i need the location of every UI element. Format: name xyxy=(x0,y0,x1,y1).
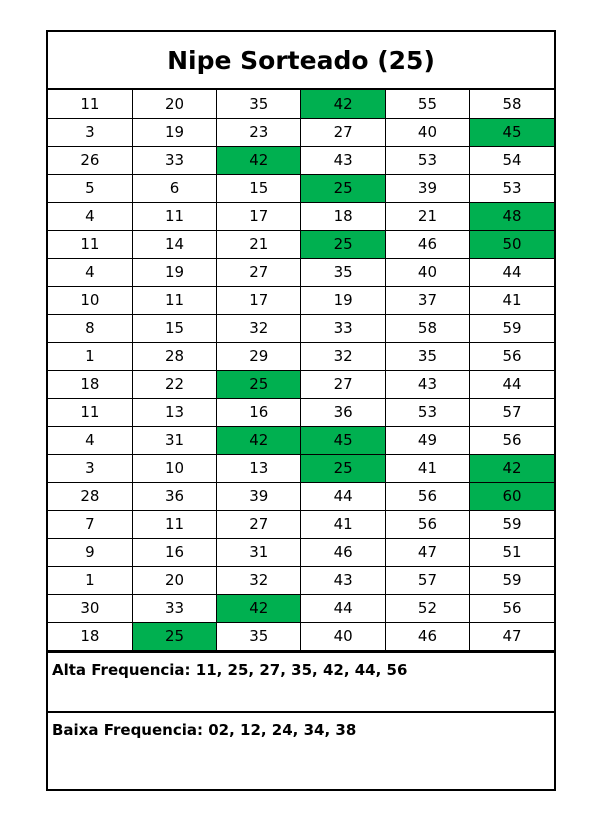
number-cell: 44 xyxy=(301,482,385,510)
number-cell: 57 xyxy=(470,398,554,426)
number-cell: 8 xyxy=(48,314,132,342)
table-row xyxy=(48,454,554,482)
number-cell: 53 xyxy=(470,174,554,202)
number-cell: 27 xyxy=(301,370,385,398)
highlighted-number-cell: 50 xyxy=(470,230,554,258)
number-cell: 1 xyxy=(48,342,132,370)
number-cell: 11 xyxy=(132,286,216,314)
number-cell: 20 xyxy=(132,566,216,594)
table-row xyxy=(48,146,554,174)
number-cell: 35 xyxy=(217,622,301,650)
number-cell: 46 xyxy=(385,622,469,650)
numbers-table-body xyxy=(48,90,554,650)
highlighted-number-cell: 60 xyxy=(470,482,554,510)
number-cell: 46 xyxy=(301,538,385,566)
highlighted-number-cell: 45 xyxy=(470,118,554,146)
number-cell: 10 xyxy=(132,454,216,482)
number-cell: 23 xyxy=(217,118,301,146)
number-cell: 11 xyxy=(48,90,132,118)
number-cell: 17 xyxy=(217,202,301,230)
number-cell: 43 xyxy=(301,146,385,174)
number-cell: 56 xyxy=(385,510,469,538)
table-row xyxy=(48,510,554,538)
highlighted-number-cell: 42 xyxy=(470,454,554,482)
number-cell: 32 xyxy=(217,314,301,342)
number-cell: 19 xyxy=(301,286,385,314)
number-cell: 44 xyxy=(301,594,385,622)
number-cell: 35 xyxy=(385,342,469,370)
number-cell: 15 xyxy=(217,174,301,202)
number-cell: 13 xyxy=(217,454,301,482)
number-cell: 51 xyxy=(470,538,554,566)
number-cell: 19 xyxy=(132,118,216,146)
highlighted-number-cell: 25 xyxy=(132,622,216,650)
number-cell: 32 xyxy=(217,566,301,594)
number-cell: 21 xyxy=(385,202,469,230)
number-cell: 52 xyxy=(385,594,469,622)
table-row xyxy=(48,258,554,286)
number-cell: 47 xyxy=(470,622,554,650)
table-row xyxy=(48,594,554,622)
number-cell: 44 xyxy=(470,258,554,286)
table-row xyxy=(48,230,554,258)
number-cell: 58 xyxy=(385,314,469,342)
number-cell: 41 xyxy=(301,510,385,538)
number-cell: 44 xyxy=(470,370,554,398)
table-row xyxy=(48,342,554,370)
number-cell: 40 xyxy=(385,118,469,146)
number-cell: 56 xyxy=(385,482,469,510)
number-cell: 56 xyxy=(470,342,554,370)
table-row xyxy=(48,426,554,454)
number-cell: 43 xyxy=(385,370,469,398)
highlighted-number-cell: 25 xyxy=(301,454,385,482)
highlighted-number-cell: 48 xyxy=(470,202,554,230)
number-cell: 16 xyxy=(217,398,301,426)
number-cell: 3 xyxy=(48,118,132,146)
number-cell: 36 xyxy=(301,398,385,426)
table-row xyxy=(48,90,554,118)
number-cell: 14 xyxy=(132,230,216,258)
number-cell: 28 xyxy=(48,482,132,510)
table-row xyxy=(48,566,554,594)
number-cell: 19 xyxy=(132,258,216,286)
number-cell: 22 xyxy=(132,370,216,398)
number-cell: 36 xyxy=(132,482,216,510)
number-cell: 35 xyxy=(217,90,301,118)
number-cell: 43 xyxy=(301,566,385,594)
number-cell: 40 xyxy=(385,258,469,286)
highlighted-number-cell: 42 xyxy=(217,594,301,622)
number-cell: 40 xyxy=(301,622,385,650)
number-cell: 4 xyxy=(48,202,132,230)
table-row xyxy=(48,118,554,146)
number-cell: 16 xyxy=(132,538,216,566)
number-cell: 10 xyxy=(48,286,132,314)
number-cell: 3 xyxy=(48,454,132,482)
number-cell: 1 xyxy=(48,566,132,594)
number-cell: 27 xyxy=(217,258,301,286)
number-cell: 18 xyxy=(48,370,132,398)
table-row xyxy=(48,622,554,650)
number-cell: 59 xyxy=(470,510,554,538)
number-cell: 18 xyxy=(301,202,385,230)
number-cell: 41 xyxy=(470,286,554,314)
table-row xyxy=(48,314,554,342)
highlighted-number-cell: 25 xyxy=(301,174,385,202)
highlighted-number-cell: 42 xyxy=(301,90,385,118)
number-cell: 13 xyxy=(132,398,216,426)
number-cell: 37 xyxy=(385,286,469,314)
number-cell: 39 xyxy=(217,482,301,510)
number-cell: 11 xyxy=(132,202,216,230)
table-row xyxy=(48,482,554,510)
number-cell: 53 xyxy=(385,146,469,174)
number-cell: 47 xyxy=(385,538,469,566)
numbers-table xyxy=(48,90,554,651)
number-cell: 32 xyxy=(301,342,385,370)
highlighted-number-cell: 25 xyxy=(301,230,385,258)
table-row xyxy=(48,286,554,314)
table-row xyxy=(48,202,554,230)
number-cell: 20 xyxy=(132,90,216,118)
number-cell: 11 xyxy=(48,230,132,258)
number-cell: 54 xyxy=(470,146,554,174)
number-cell: 31 xyxy=(132,426,216,454)
table-row xyxy=(48,174,554,202)
number-cell: 27 xyxy=(217,510,301,538)
number-cell: 21 xyxy=(217,230,301,258)
number-cell: 11 xyxy=(132,510,216,538)
sheet-title: Nipe Sorteado (25) xyxy=(48,32,554,90)
number-cell: 15 xyxy=(132,314,216,342)
number-cell: 18 xyxy=(48,622,132,650)
number-cell: 26 xyxy=(48,146,132,174)
table-row xyxy=(48,538,554,566)
number-cell: 56 xyxy=(470,594,554,622)
low-frequency-note: Baixa Frequencia: 02, 12, 24, 34, 38 xyxy=(48,711,554,772)
number-cell: 56 xyxy=(470,426,554,454)
number-cell: 59 xyxy=(470,314,554,342)
number-cell: 33 xyxy=(132,594,216,622)
number-cell: 58 xyxy=(470,90,554,118)
number-cell: 11 xyxy=(48,398,132,426)
high-frequency-note: Alta Frequencia: 11, 25, 27, 35, 42, 44, 56 xyxy=(48,651,554,711)
number-cell: 59 xyxy=(470,566,554,594)
number-cell: 53 xyxy=(385,398,469,426)
highlighted-number-cell: 45 xyxy=(301,426,385,454)
number-cell: 39 xyxy=(385,174,469,202)
number-cell: 49 xyxy=(385,426,469,454)
highlighted-number-cell: 42 xyxy=(217,426,301,454)
number-cell: 55 xyxy=(385,90,469,118)
number-cell: 30 xyxy=(48,594,132,622)
table-row xyxy=(48,370,554,398)
number-cell: 31 xyxy=(217,538,301,566)
number-cell: 57 xyxy=(385,566,469,594)
number-cell: 33 xyxy=(301,314,385,342)
number-cell: 17 xyxy=(217,286,301,314)
number-cell: 9 xyxy=(48,538,132,566)
table-row xyxy=(48,398,554,426)
number-cell: 27 xyxy=(301,118,385,146)
number-cell: 29 xyxy=(217,342,301,370)
number-cell: 5 xyxy=(48,174,132,202)
highlighted-number-cell: 25 xyxy=(217,370,301,398)
number-cell: 33 xyxy=(132,146,216,174)
number-cell: 35 xyxy=(301,258,385,286)
number-cell: 46 xyxy=(385,230,469,258)
highlighted-number-cell: 42 xyxy=(217,146,301,174)
number-cell: 41 xyxy=(385,454,469,482)
number-cell: 28 xyxy=(132,342,216,370)
number-cell: 7 xyxy=(48,510,132,538)
lottery-sheet xyxy=(46,30,556,791)
number-cell: 6 xyxy=(132,174,216,202)
number-cell: 4 xyxy=(48,426,132,454)
number-cell: 4 xyxy=(48,258,132,286)
